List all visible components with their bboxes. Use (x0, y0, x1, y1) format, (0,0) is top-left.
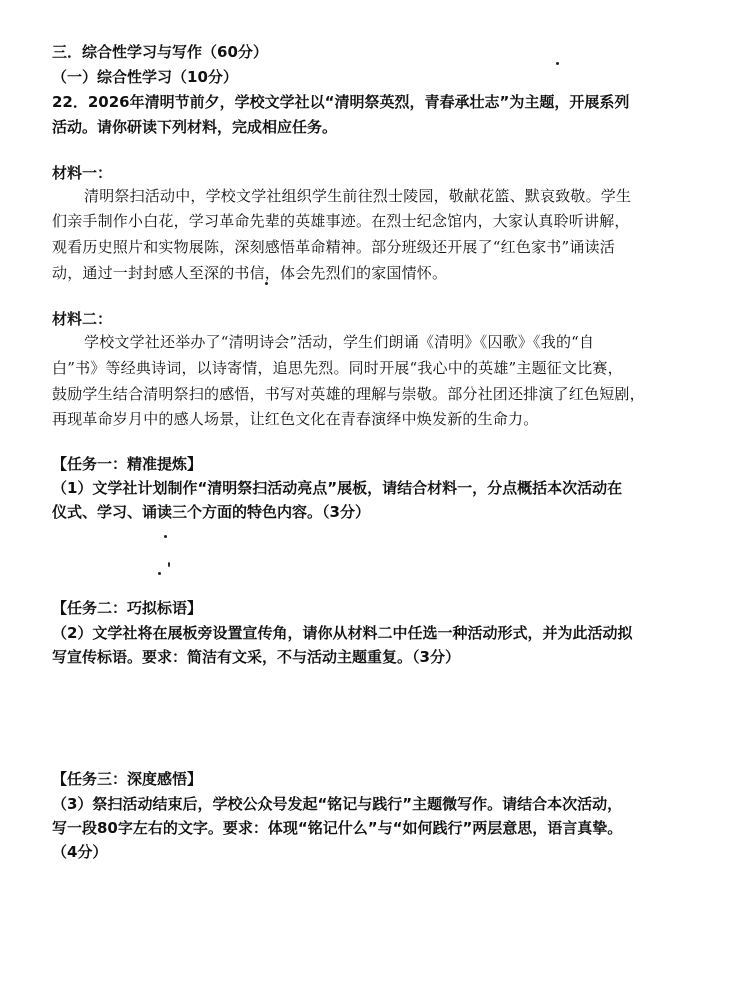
task-1-line-1: （1）文学社计划制作“清明祭扫活动亮点”展板，请结合材料一，分点概括本次活动在 (52, 479, 623, 497)
task-1-line-2: 仪式、学习、诵读三个方面的特色内容。（3分） (52, 503, 370, 521)
material-1-line-4: 动，通过一封封感人至深的书信，体会先烈们的家国情怀。 (52, 264, 448, 282)
task-3-line-1: （3）祭扫活动结束后，学校公众号发起“铭记与践行”主题微写作。请结合本次活动， (52, 795, 623, 813)
material-1-line-1: 清明祭扫活动中，学校文学社组织学生前往烈士陵园，敬献花篮、默哀致敬。学生 (84, 187, 632, 205)
task-3-heading: 【任务三：深度感悟】 (52, 770, 203, 788)
task-3-answer-space[interactable] (50, 868, 690, 978)
material-2-line-2: 白”书》等经典诗词，以诗寄情，追思先烈。同时开展“我心中的英雄”主题征文比赛， (52, 359, 623, 377)
material-2-line-4: 再现革命岁月中的感人场景，让红色文化在青春演绎中焕发新的生命力。 (52, 410, 539, 428)
section-title: 三．综合性学习与写作（60分） (52, 43, 268, 61)
task-2-line-1: （2）文学社将在展板旁设置宣传角，请你从材料二中任选一种活动形式，并为此活动拟 (52, 624, 633, 642)
question-stem-line-2: 活动。请你研读下列材料，完成相应任务。 (52, 118, 338, 136)
task-1-heading: 【任务一：精准提炼】 (52, 455, 203, 473)
scan-speck (164, 535, 167, 538)
material-1-line-2: 们亲手制作小白花，学习革命先辈的英雄事迹。在烈士纪念馆内，大家认真聆听讲解， (52, 212, 630, 230)
task-2-heading: 【任务二：巧拟标语】 (52, 599, 203, 617)
material-2-label: 材料二： (52, 310, 113, 328)
scan-speck (168, 562, 170, 567)
scan-speck (265, 282, 268, 285)
scan-speck (556, 62, 559, 65)
task-3-line-2: 写一段80字左右的文字。要求：体现“铭记什么”与“如何践行”两层意思，语言真挚。 (52, 819, 623, 837)
task-2-answer-space[interactable] (50, 673, 690, 763)
task-1-answer-space[interactable] (50, 528, 690, 592)
material-1-label: 材料一： (52, 164, 113, 182)
section-subtitle: （一）综合性学习（10分） (52, 68, 238, 86)
material-2-line-3: 鼓励学生结合清明祭扫的感悟，书写对英雄的理解与崇敬。部分社团还排演了红色短剧， (52, 385, 645, 403)
material-2-line-1: 学校文学社还举办了“清明诗会”活动，学生们朗诵《清明》《囚歌》《我的“自 (84, 333, 595, 351)
material-1-line-3: 观看历史照片和实物展陈，深刻感悟革命精神。部分班级还开展了“红色家书”诵读活 (52, 238, 615, 256)
task-2-line-2: 写宣传标语。要求：简洁有文采，不与活动主题重复。（3分） (52, 648, 460, 666)
scan-speck (158, 572, 161, 575)
task-3-line-3: （4分） (52, 843, 108, 861)
question-stem-line-1: 22．2026年清明节前夕，学校文学社以“清明祭英烈，青春承壮志”为主题，开展系列 (52, 93, 630, 111)
